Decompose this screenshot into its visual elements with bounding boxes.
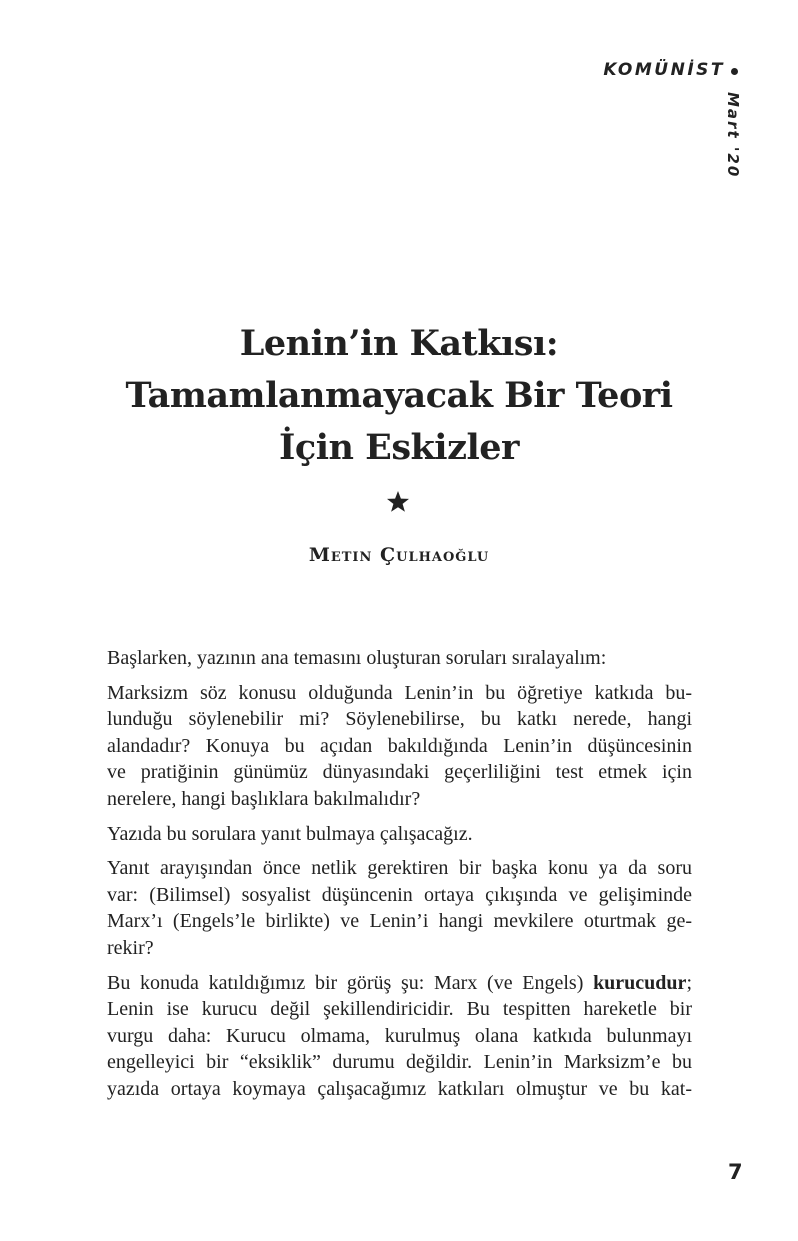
text-run: ; [686, 971, 692, 994]
article-body [107, 645, 692, 1111]
text-line: Marksizm söz konusu olduğunda Lenin’in bu öğretiye katkıda bu- [107, 681, 692, 704]
emphasis-term: kurucudur [593, 971, 687, 994]
text-line: lunduğu söylenebilir mi? Söylenebilirse, bu katkı nerede, hangi [107, 708, 692, 731]
text-line: vurgu daha: Kurucu olmama, kurulmuş olana katkıda bulunmayı [107, 1024, 692, 1047]
paragraph [107, 645, 692, 672]
text-line: nerelere, hangi başlıklara bakılmalıdır? [107, 787, 421, 810]
text-line: alandadır? Konuya bu açıdan bakıldığında Lenin’in düşüncesinin [107, 734, 692, 757]
text-line: Lenin ise kurucu değil şekillendiricidir. Bu tespitten hareketle bir [107, 998, 692, 1021]
text-line [107, 970, 692, 997]
paragraph [107, 680, 692, 813]
text-run: Bu konuda katıldığımız bir görüş şu: Marx (ve Engels) [107, 971, 594, 994]
paragraph [107, 855, 692, 961]
bullet-icon [731, 68, 738, 75]
title-line: İçin Eskizler [279, 427, 519, 468]
text-line: engelleyici bir “eksiklik” durumu değildir. Lenin’in Marksizm’e bu [107, 1051, 692, 1074]
text-line: Yazıda bu sorulara yanıt bulmaya çalışacağız. [107, 822, 473, 845]
text-line: Başlarken, yazının ana temasını oluşturan soruları sıralayalım: [107, 647, 607, 669]
article-title [0, 318, 798, 474]
text-line: ve pratiğinin günümüz dünyasındaki geçerliliğini test etmek için [107, 761, 692, 784]
title-line: Lenin’in Katkısı: [239, 323, 559, 364]
text-line: Marx’ı (Engels’le birlikte) ve Lenin’i hangi mevkilere oturtmak ge- [107, 910, 692, 933]
article-author: Metin Çulhaoğlu [308, 544, 490, 566]
text-line: yazıda ortaya koymaya çalışacağımız katkıları olmuştur ve bu kat- [107, 1077, 692, 1100]
page-number: 7 [728, 1160, 743, 1184]
title-line: Tamamlanmayacak Bir Teori [125, 375, 673, 416]
text-line: Yanıt arayışından önce netlik gerektiren bir başka konu ya da soru [107, 857, 692, 880]
paragraph [107, 970, 692, 1103]
running-head-issue-date: Mart '20 [724, 92, 742, 179]
paragraph [107, 821, 692, 848]
text-line: rekir? [107, 936, 154, 959]
running-head-magazine: KOMÜNİST [603, 60, 725, 80]
text-line: var: (Bilimsel) sosyalist düşüncenin ortaya çıkışında ve gelişiminde [107, 883, 692, 906]
star-icon [386, 490, 410, 514]
